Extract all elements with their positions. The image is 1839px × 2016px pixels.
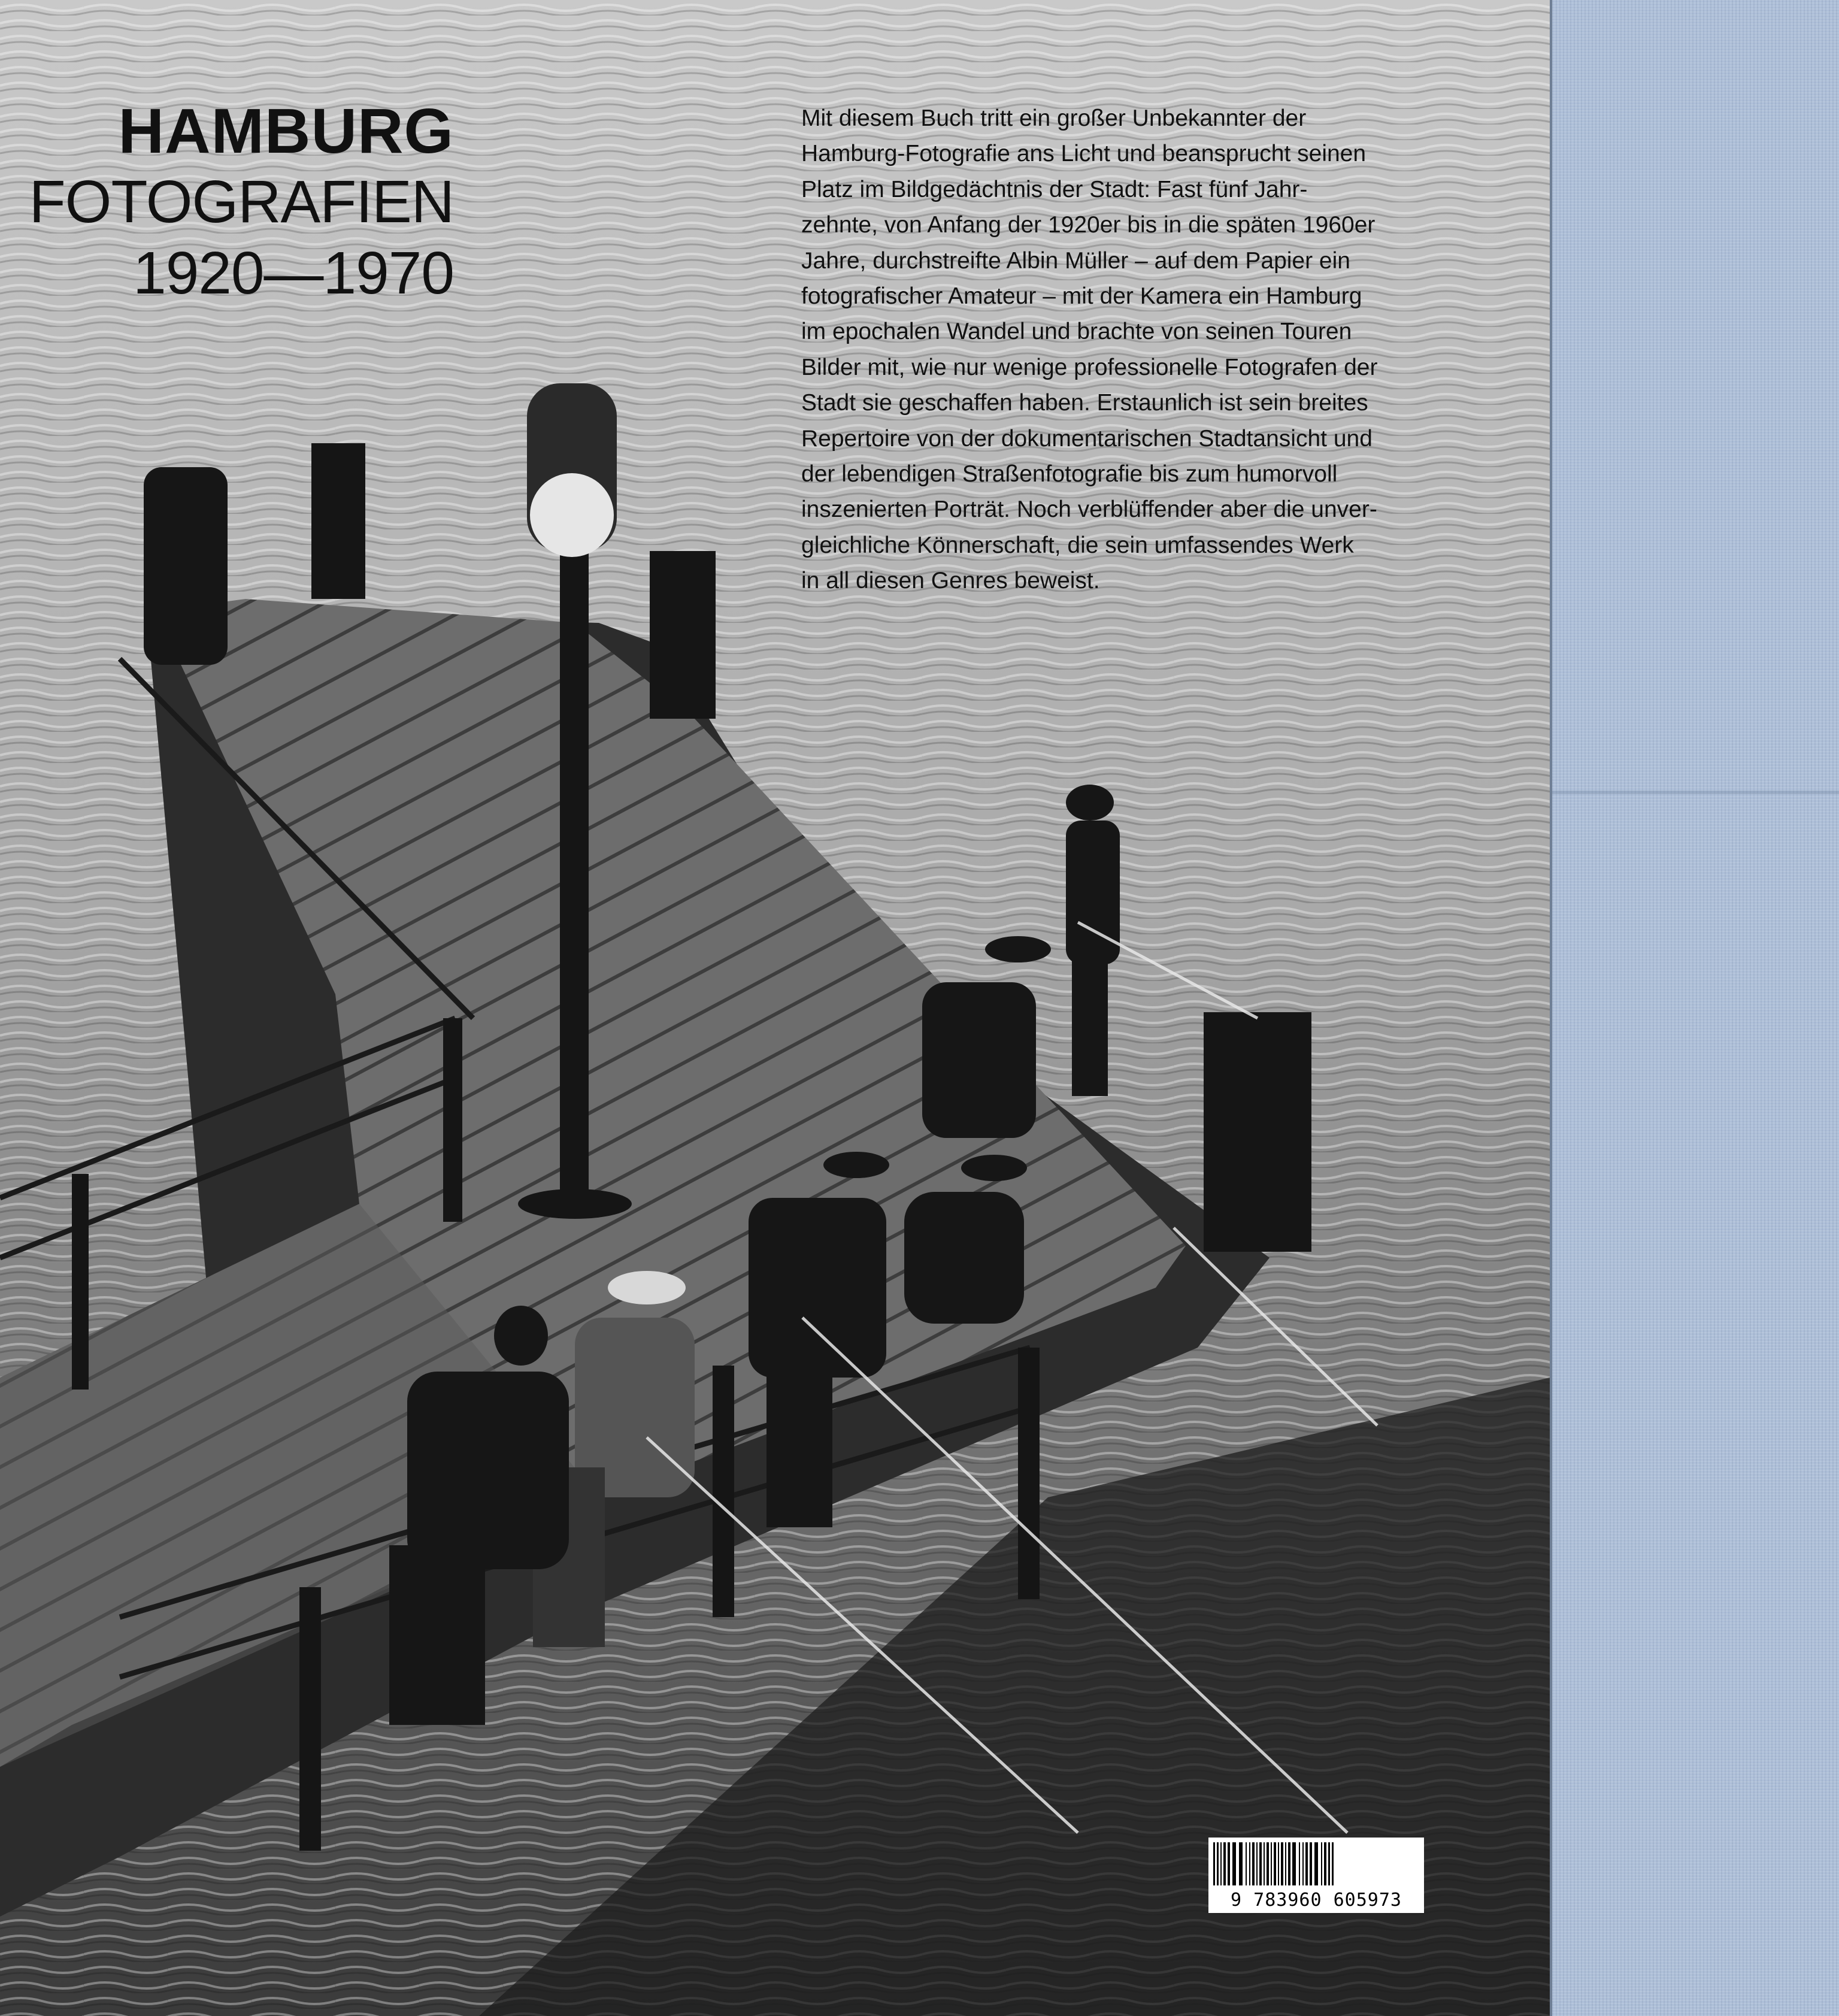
blurb-line: Bilder mit, wie nur wenige professionelle Fotografen der [801, 354, 1378, 380]
blurb-line: Platz im Bildgedächtnis der Stadt: Fast fünf Jahr- [801, 176, 1308, 202]
barcode-digits: 9 783960 605973 [1231, 1890, 1402, 1911]
blurb-line: der lebendigen Straßenfotografie bis zum humorvoll [801, 461, 1338, 488]
cloth-spine [1550, 0, 1839, 2016]
title-main: HAMBURG [118, 96, 454, 167]
blurb-line: Stadt sie geschaffen haben. Erstaunlich ist sein breites [801, 390, 1368, 416]
blurb-line: Hamburg-Fotografie ans Licht und beansprucht seinen [801, 141, 1367, 167]
blurb-line: Mit diesem Buch tritt ein großer Unbekannter der [801, 105, 1307, 131]
blurb-line: Jahre, durchstreifte Albin Müller – auf dem Papier ein [801, 247, 1350, 274]
title-years: 1920—1970 [133, 240, 454, 307]
blurb-line: inszenierten Porträt. Noch verblüffender aber die unver- [801, 497, 1377, 523]
cover-title [29, 96, 454, 309]
blurb-line: gleichliche Könnerschaft, die sein umfassendes Werk [801, 532, 1354, 558]
barcode-bars [1213, 1842, 1419, 1885]
blurb-line: im epochalen Wandel und brachte von seinen Touren [801, 319, 1352, 345]
blurb-line: in all diesen Genres beweist. [801, 568, 1100, 594]
blurb-line: Repertoire von der dokumentarischen Stadtansicht und [801, 425, 1373, 452]
blurb-line: zehnte, von Anfang der 1920er bis in die späten 1960er [801, 212, 1376, 238]
title-sub: FOTOGRAFIEN [29, 168, 454, 235]
isbn-barcode [1208, 1838, 1424, 1913]
cloth-fold [1552, 791, 1839, 794]
blurb-text [801, 101, 1472, 599]
blurb-line: fotografischer Amateur – mit der Kamera ein Hamburg [801, 283, 1362, 310]
